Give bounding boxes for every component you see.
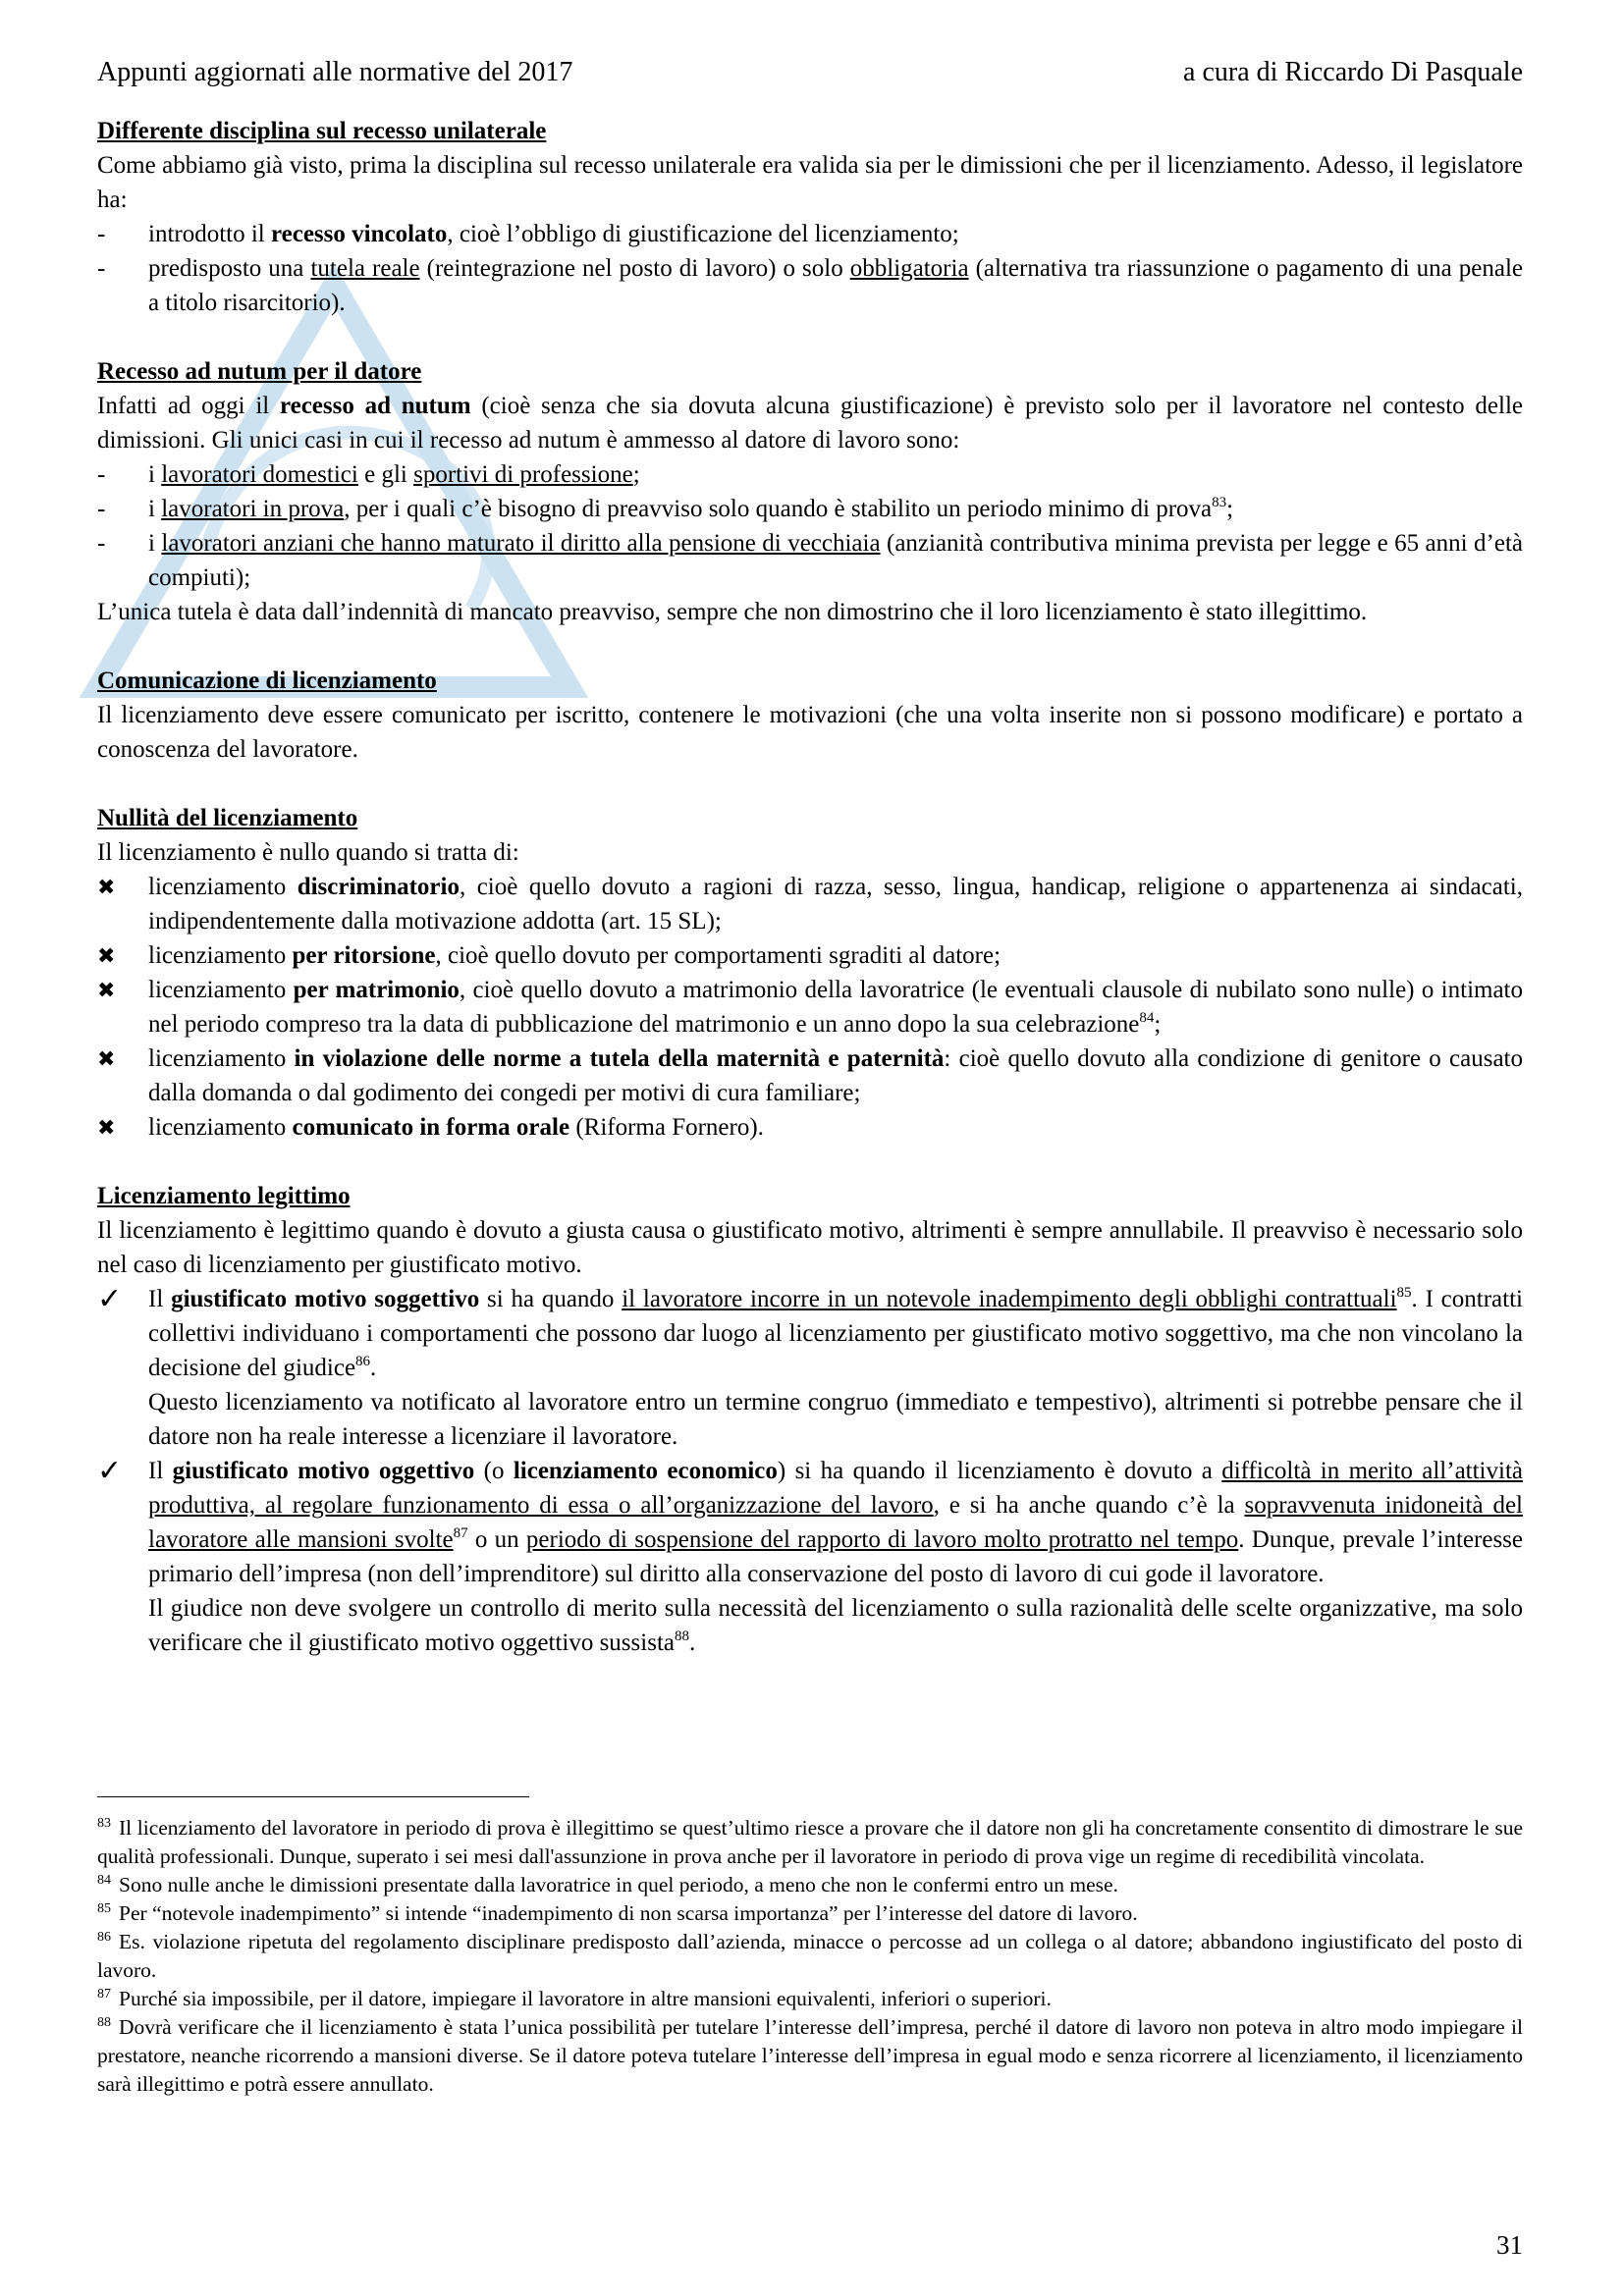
footnote-ref: 88	[675, 1629, 689, 1644]
section-nullita	[97, 801, 1523, 1145]
footnote: $^{87}$ Purché sia impossibile, per il datore, impiegare il lavoratore in altre mansioni equivalenti, inferiori o superiori.	[97, 1987, 1052, 2010]
dash-marker: -	[97, 461, 106, 488]
footnote-ref: 83	[1212, 495, 1227, 510]
list-item: ✖ licenziamento per ritorsione, cioè quello dovuto per comportamenti sgraditi al datore;	[97, 938, 1523, 973]
footnote-ref: 85	[1396, 1285, 1412, 1301]
paragraph: Come abbiamo già visto, prima la disciplina sul recesso unilaterale era valida sia per le dimissioni che per il licenziamento. Adesso, il legislatore ha:	[97, 152, 1523, 213]
list-item: ✖ licenziamento in violazione delle norme a tutela della maternità e paternità: cioè quello dovuto alla condizione di genitore o causato dalla domanda o dal godimento dei congedi per motivi di cura familiare;	[97, 1041, 1523, 1110]
cross-icon: ✖	[97, 943, 116, 968]
page-number: 31	[1496, 2230, 1523, 2260]
bullet-list	[97, 457, 1523, 595]
footnotes	[97, 1814, 1523, 2099]
footnote-ref: 87	[453, 1525, 468, 1541]
cross-icon: ✖	[97, 978, 116, 1002]
list-item: ✖ licenziamento per matrimonio, cioè quello dovuto a matrimonio della lavoratrice (le eventuali clausole di nubilato sono nulle) o intimato nel periodo compreso tra la data di pubblicazione del matrimonio e un anno dopo la sua celebrazione$^{84}$;	[97, 973, 1523, 1041]
header-right: a cura di Riccardo Di Pasquale	[1183, 57, 1523, 87]
check-list	[97, 1282, 1523, 1660]
footnote: $^{86}$ Es. violazione ripetuta del regolamento disciplinare predisposto dall’azienda, minacce o percosse ad un collega o al datore; abbandono ingiustificato del posto di lavoro.	[97, 1930, 1523, 1982]
cross-icon: ✖	[97, 875, 116, 899]
dash-marker: -	[97, 496, 106, 522]
checkmark-icon: ✓	[97, 1283, 123, 1315]
section-title: Nullità del licenziamento	[97, 805, 358, 831]
section-title: Recesso ad nutum per il datore	[97, 358, 422, 385]
dash-marker: -	[97, 530, 106, 557]
list-item: ✖ licenziamento discriminatorio, cioè quello dovuto a ragioni di razza, sesso, lingua, handicap, religione o appartenenza ai sindacati, indipendentemente dalla motivazione addotta (art. 15 SL);	[97, 870, 1523, 938]
list-item: - i lavoratori in prova, per i quali c’è bisogno di preavviso solo quando è stabilito un periodo minimo di prova$^{83}$;	[97, 492, 1523, 526]
cross-icon: ✖	[97, 1115, 116, 1140]
list-item: - predisposto una tutela reale (reintegrazione nel posto di lavoro) o solo obbligatoria (alternativa tra riassunzione o pagamento di una penale a titolo risarcitorio).	[97, 251, 1523, 320]
footnote-divider	[97, 1796, 529, 1797]
footnote-ref: 86	[355, 1354, 371, 1369]
section-recesso-unilaterale	[97, 114, 1523, 320]
footnote-ref: 84	[1139, 1010, 1155, 1026]
section-title: Comunicazione di licenziamento	[97, 667, 437, 694]
list-item: - introdotto il recesso vincolato, cioè l’obbligo di giustificazione del licenziamento;	[97, 217, 1523, 251]
paragraph: Infatti ad oggi il recesso ad nutum (cioè senza che sia dovuta alcuna giustificazione) è previsto solo per il lavoratore nel contesto delle dimissioni. Gli unici casi in cui il recesso ad nutum è ammesso al datore di lavoro sono:	[97, 393, 1523, 454]
paragraph: Questo licenziamento va notificato al lavoratore entro un termine congruo (immediato e tempestivo), altrimenti si potrebbe pensare che il datore non ha reale interesse a licenziare il lavoratore.	[148, 1389, 1523, 1450]
bullet-list	[97, 870, 1523, 1145]
footnote: $^{83}$ Il licenziamento del lavoratore in periodo di prova è illegittimo se quest’ultimo riesce a provare che il datore non gli ha concretamente consentito di dimostrare le sue qualità professionali. Dunque, superato i sei mesi dall'assunzione in prova anche per il lavoratore in periodo di prova vige un regime di recedibilità vincolata.	[97, 1816, 1523, 1868]
section-title: Differente disciplina sul recesso unilaterale	[97, 118, 547, 144]
dash-marker: -	[97, 221, 106, 247]
footnote: $^{88}$ Dovrà verificare che il licenziamento è stata l’unica possibilità per tutelare l’interesse dell’impresa, perché il datore di lavoro non poteva in altro modo impiegare il prestatore, neanche ricorrendo a mansioni diverse. Se il datore poteva tutelare l’interesse dell’impresa in egual modo e senza ricorrere al licenziamento, il licenziamento sarà illegittimo e potrà essere annullato.	[97, 2015, 1523, 2096]
cross-icon: ✖	[97, 1046, 116, 1071]
checkmark-icon: ✓	[97, 1455, 123, 1487]
list-item: ✓ Il giustificato motivo oggettivo (o licenziamento economico) si ha quando il licenziamento è dovuto a difficoltà in merito all’attività produttiva, al regolare funzionamento di essa o all’organizzazione del lavoro, e si ha anche quando c’è la sopravvenuta inidoneità del lavoratore alle mansioni svolte$^{87}$ o un periodo di sospensione del rapporto di lavoro molto protratto nel tempo. Dunque, prevale l’interesse primario dell’impresa (non dell’imprenditore) sul diritto alla conservazione del posto di lavoro di cui gode il lavoratore. Il giudice non deve svolgere un controllo di merito sulla necessità del licenziamento o sulla razionalità delle scelte organizzative, ma solo verificare che il giustificato motivo oggettivo sussista$^{88}$.	[97, 1455, 1524, 1656]
page-header	[97, 55, 1523, 90]
list-item: - i lavoratori domestici e gli sportivi di professione;	[97, 457, 1523, 492]
section-title: Licenziamento legittimo	[97, 1183, 351, 1209]
paragraph: Il licenziamento deve essere comunicato per iscritto, contenere le motivazioni (che una volta inserite non si possono modificare) e portato a conoscenza del lavoratore.	[97, 702, 1523, 763]
list-item: - i lavoratori anziani che hanno maturato il diritto alla pensione di vecchiaia (anzianità contributiva minima prevista per legge e 65 anni d’età compiuti);	[97, 526, 1523, 595]
section-recesso-ad-nutum	[97, 354, 1523, 629]
section-comunicazione	[97, 664, 1523, 767]
list-item: ✓ Il giustificato motivo soggettivo si ha quando il lavoratore incorre in un notevole inadempimento degli obblighi contrattuali$^{85}$. I contratti collettivi individuano i comportamenti che possono dar luogo al licenziamento per giustificato motivo soggettivo, ma che non vincolano la decisione del giudice$^{86}$. Questo licenziamento va notificato al lavoratore entro un termine congruo (immediato e tempestivo), altrimenti si potrebbe pensare che il datore non ha reale interesse a licenziare il lavoratore.	[97, 1282, 1523, 1454]
header-left: Appunti aggiornati alle normative del 2017	[97, 57, 573, 87]
list-item: ✖ licenziamento comunicato in forma orale (Riforma Fornero).	[97, 1110, 1523, 1145]
footnote: $^{84}$ Sono nulle anche le dimissioni presentate dalla lavoratrice in quel periodo, a meno che non le confermi entro un mese.	[97, 1873, 1118, 1896]
paragraph: Il licenziamento è nullo quando si tratta di:	[97, 839, 519, 866]
paragraph: L’unica tutela è data dall’indennità di mancato preavviso, sempre che non dimostrino che il loro licenziamento è stato illegittimo.	[97, 599, 1368, 625]
bullet-list	[97, 217, 1523, 320]
main-content	[97, 114, 1523, 1694]
section-licenziamento-legittimo	[97, 1179, 1523, 1660]
dash-marker: -	[97, 255, 106, 282]
footnote: $^{85}$ Per “notevole inadempimento” si intende “inadempimento di non scarsa importanza” per l’interesse del datore di lavoro.	[97, 1901, 1138, 1925]
paragraph: Il licenziamento è legittimo quando è dovuto a giusta causa o giustificato motivo, altrimenti è sempre annullabile. Il preavviso è necessario solo nel caso di licenziamento per giustificato motivo.	[97, 1217, 1523, 1278]
